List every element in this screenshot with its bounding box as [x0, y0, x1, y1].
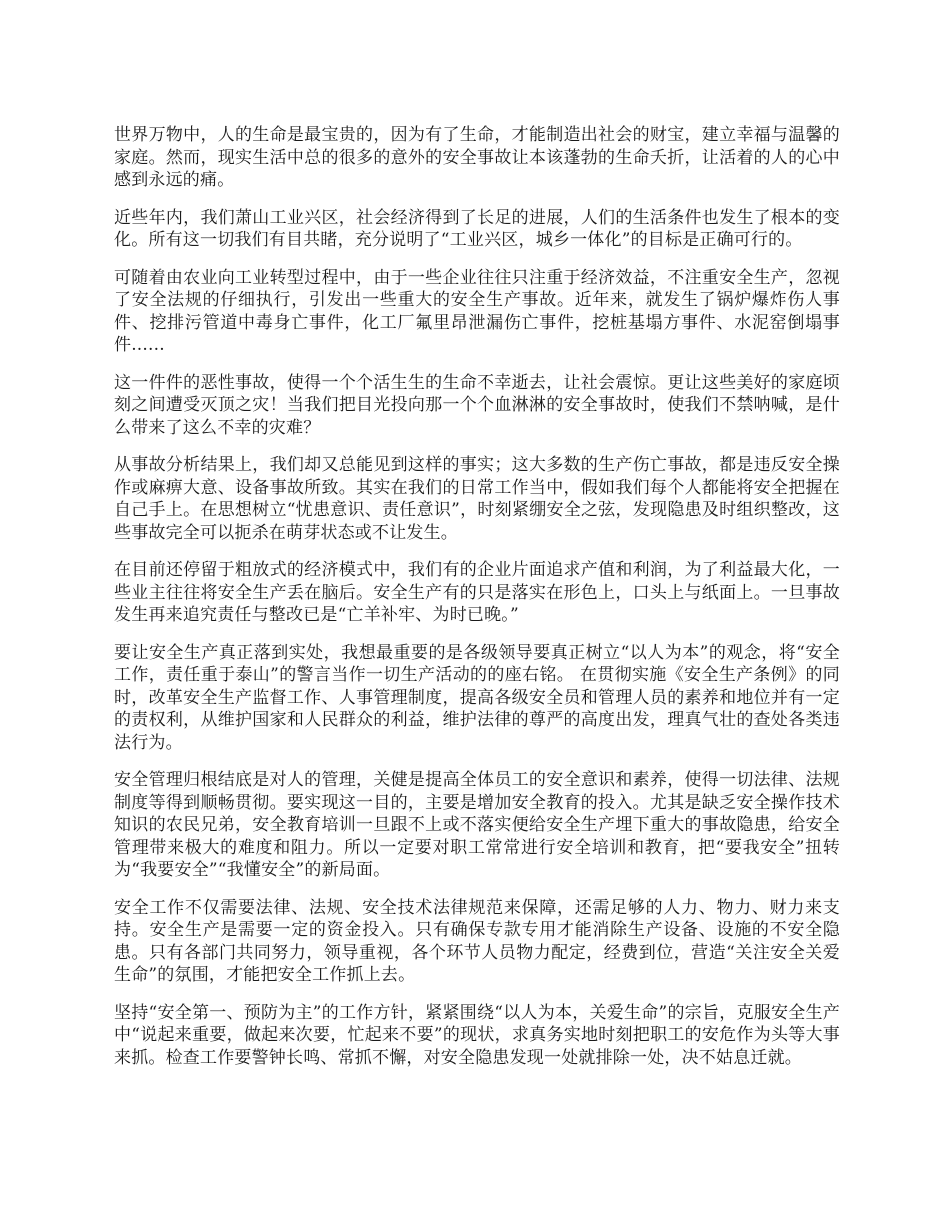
paragraph-9: 安全工作不仅需要法律、法规、安全技术法律规范来保障，还需足够的人力、物力、财力来支持。安全生产是需要一定的资金投入。只有确保专款专用才能消除生产设备、设施的不安全隐患。只有各部门共同努力，领导重视，各个环节人员物力配定，经费到位，营造“关注安全关爱生命”的氛围，才能把安全工作抓上去。: [114, 897, 840, 985]
paragraph-7: 要让安全生产真正落到实处，我想最重要的是各级领导要真正树立“以人为本”的观念，将“安全工作，责任重于泰山”的警言当作一切生产活动的的座右铭。 在贯彻实施《安全生产条例》的同时，改革安全生产监督工作、人事管理制度，提高各级安全员和管理人员的素养和地位并有一定的责权利，从维护国家和人民群众的利益，维护法律的尊严的高度出发，理真气壮的查处各类违法行为。: [114, 642, 840, 753]
document-page: [114, 124, 840, 1084]
paragraph-4: 这一件件的恶性事故，使得一个个活生生的生命不幸逝去，让社会震惊。更让这些美好的家庭顷刻之间遭受灭顶之灾！当我们把目光投向那一个个血淋淋的安全事故时，使我们不禁呐喊，是什么带来了这么不幸的灾难？: [114, 372, 840, 438]
paragraph-5: 从事故分析结果上，我们却又总能见到这样的事实；这大多数的生产伤亡事故，都是违反安全操作或麻痹大意、设备事故所致。其实在我们的日常工作当中，假如我们每个人都能将安全把握在自己手上。在思想树立“忧患意识、责任意识”，时刻紧绷安全之弦，发现隐患及时组织整改，这些事故完全可以扼杀在萌芽状态或不让发生。: [114, 455, 840, 543]
paragraph-3: 可随着由农业向工业转型过程中，由于一些企业往往只注重于经济效益，不注重安全生产，忽视了安全法规的仔细执行，引发出一些重大的安全生产事故。近年来，就发生了锅炉爆炸伤人事件、挖排污管道中毒身亡事件，化工厂氟里昂泄漏伤亡事件，挖桩基塌方事件、水泥窑倒塌事件......: [114, 267, 840, 355]
paragraph-6: 在目前还停留于粗放式的经济模式中，我们有的企业片面追求产值和利润，为了利益最大化，一些业主往往将安全生产丢在脑后。安全生产有的只是落实在形色上，口头上与纸面上。一旦事故发生再来追究责任与整改已是“亡羊补牢、为时已晚。”: [114, 560, 840, 625]
paragraph-2: 近些年内，我们萧山工业兴区，社会经济得到了长足的进展，人们的生活条件也发生了根本的变化。所有这一切我们有目共睹，充分说明了“工业兴区，城乡一体化”的目标是正确可行的。: [114, 207, 840, 250]
paragraph-8: 安全管理归根结底是对人的管理，关健是提高全体员工的安全意识和素养，使得一切法律、法规制度等得到顺畅贯彻。要实现这一目的，主要是增加安全教育的投入。尤其是缺乏安全操作技术知识的农民兄弟，安全教育培训一旦跟不上或不落实便给安全生产埋下重大的事故隐患，给安全管理带来极大的难度和阻力。所以一定要对职工常常进行安全培训和教育，把“要我安全”扭转为“我要安全”“我懂安全”的新局面。: [114, 770, 840, 880]
paragraph-1: 世界万物中，人的生命是最宝贵的，因为有了生命，才能制造出社会的财宝，建立幸福与温馨的家庭。然而，现实生活中总的很多的意外的安全事故让本该蓬勃的生命夭折，让活着的人的心中感到永远的痛。: [114, 125, 840, 190]
paragraph-10: 坚持“安全第一、预防为主”的工作方针，紧紧围绕“以人为本，关爱生命”的宗旨，克服安全生产中“说起来重要，做起来次要，忙起来不要”的现状，求真务实地时刻把职工的安危作为头等大事来抓。检查工作要警钟长鸣、常抓不懈，对安全隐患发现一处就排除一处，决不姑息迁就。: [114, 1002, 840, 1068]
